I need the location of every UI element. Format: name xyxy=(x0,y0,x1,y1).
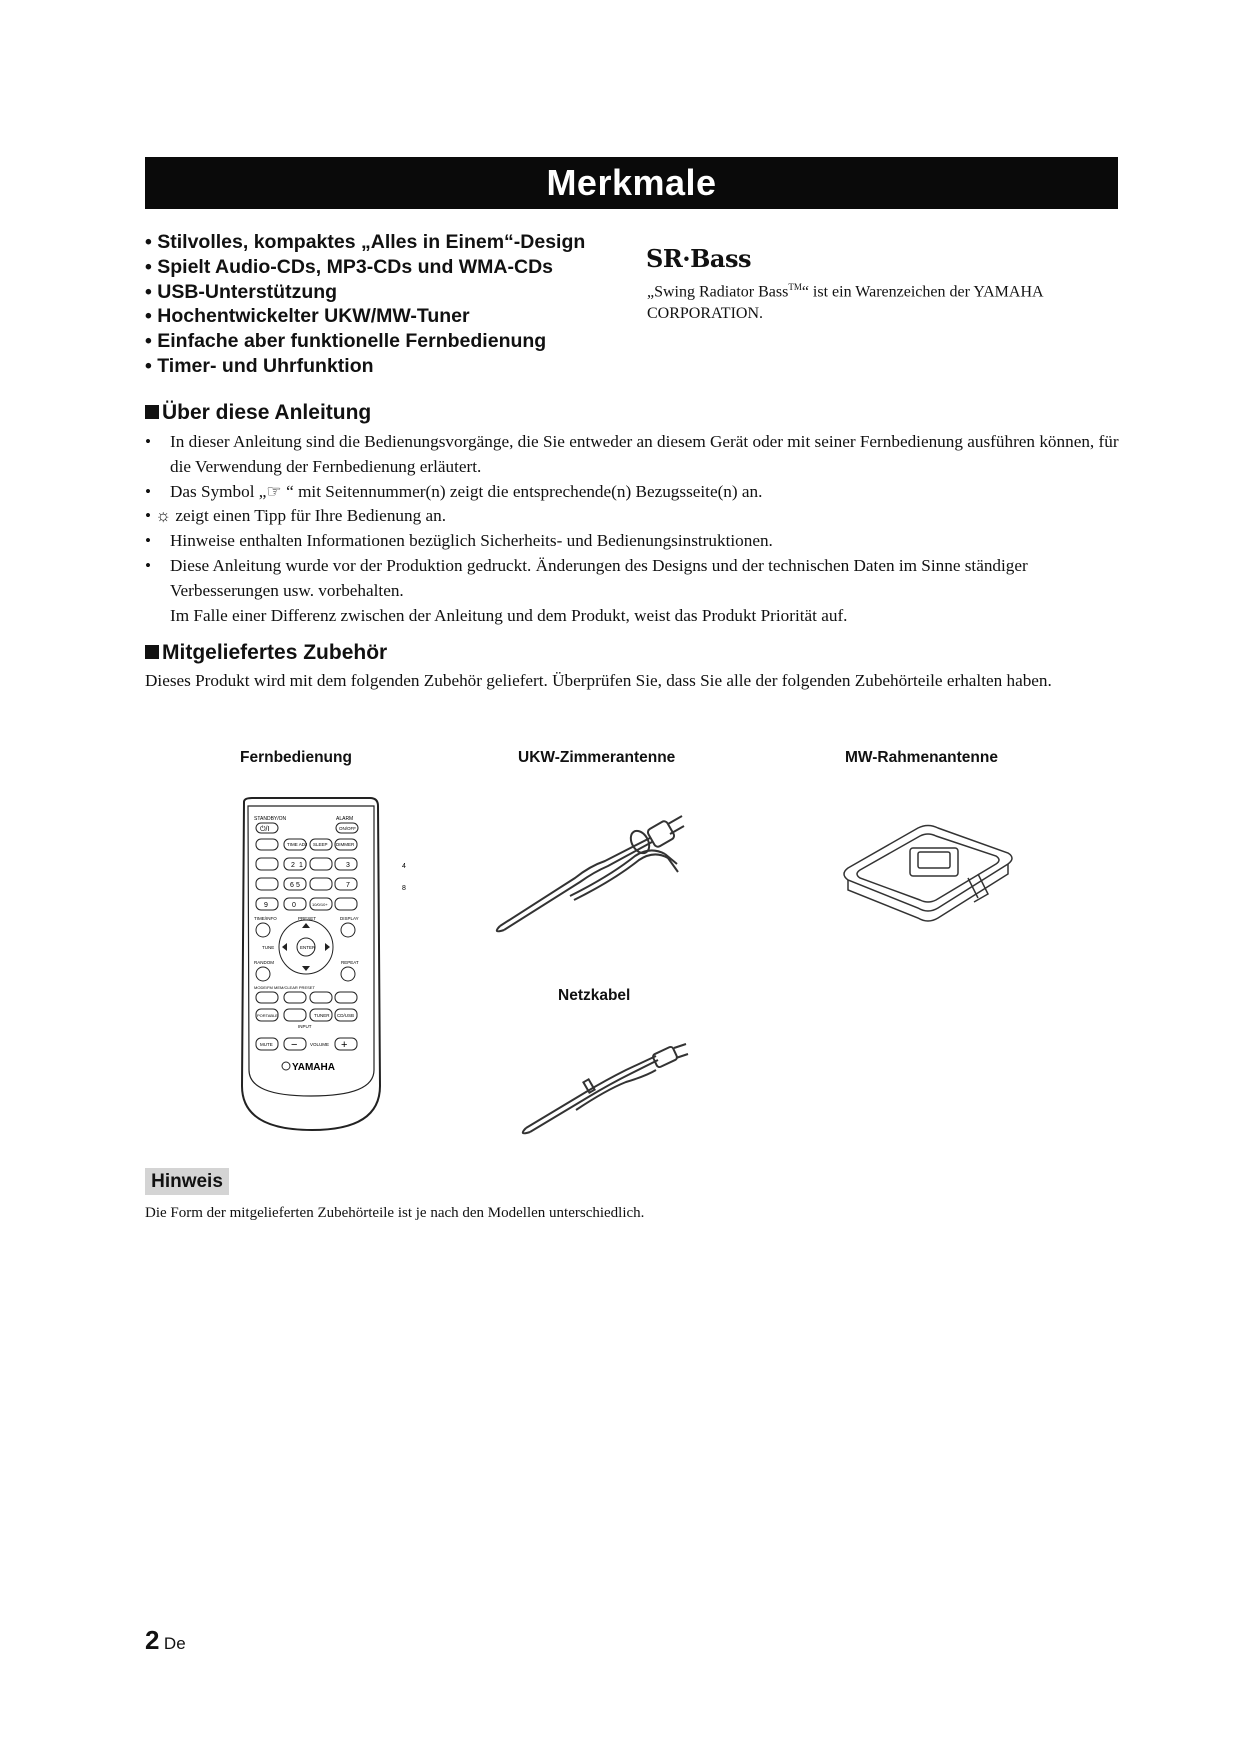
alarm-label: ALARM xyxy=(336,816,354,822)
svg-text:−: − xyxy=(291,1039,298,1051)
side-digit: 4 xyxy=(402,863,406,870)
feature-item: • Hochentwickelter UKW/MW-Tuner xyxy=(145,305,470,328)
feature-item: • Spielt Audio-CDs, MP3-CDs und WMA-CDs xyxy=(145,255,554,278)
am-loop-antenna-illustration xyxy=(838,808,1018,928)
tune-label: TUNE xyxy=(262,945,275,950)
feature-item: • Einfache aber funktionelle Fernbedienung xyxy=(145,330,547,353)
bullet-dot-icon: • xyxy=(145,555,152,575)
display-label: DISPLAY xyxy=(340,916,359,921)
section-banner-title: Merkmale xyxy=(145,157,1118,209)
about-heading xyxy=(145,401,371,425)
about-bullet xyxy=(145,480,1120,505)
feature-item: • Stilvolles, kompaktes „Alles in Einem“-Design xyxy=(145,231,586,253)
digit-2: 2 xyxy=(291,862,295,869)
feature-list xyxy=(145,230,625,379)
yamaha-brand-label: YAMAHA xyxy=(292,1062,335,1073)
timeadj-label: TIME ADJ xyxy=(287,842,308,847)
standby-label: STANDBY/ON xyxy=(254,816,287,822)
remote-control-label: Fernbedienung xyxy=(240,749,352,766)
timeinfo-label: TIME/INFO xyxy=(254,916,277,921)
about-bullet xyxy=(145,430,1120,480)
tenplus-label: 10/0/10+ xyxy=(312,902,328,907)
about-bullet-text: • ☼ zeigt einen Tipp für Ihre Bedienung an. xyxy=(145,506,447,526)
trademark-mark: TM xyxy=(788,282,802,292)
about-bullet-text: Diese Anleitung wurde vor der Produktion gedruckt. Änderungen des Designs und der technischen Daten im Sinne ständiger Verbesserungen usw. vorbehalten. xyxy=(170,555,1028,600)
about-bullet-text: Hinweise enthalten Informationen bezüglich Sicherheits- und Bedienungsinstruktionen. xyxy=(170,531,773,551)
portable-label: PORTABLE xyxy=(257,1013,278,1018)
volume-label: VOLUME xyxy=(310,1042,330,1047)
digit-7: 7 xyxy=(346,882,350,889)
accessories-heading xyxy=(145,641,387,665)
about-bullet-text: Das Symbol „☞ “ mit Seitennummer(n) zeigt die entsprechende(n) Bezugsseite(n) an. xyxy=(170,481,763,501)
bullet-dot-icon: • xyxy=(145,481,152,501)
srbass-logo: SR·Bass xyxy=(646,244,751,273)
page-language: De xyxy=(163,1634,186,1653)
about-heading-text: Über diese Anleitung xyxy=(162,401,372,424)
digit-5: 5 xyxy=(296,882,300,889)
cdusb-label: CD/USB xyxy=(337,1013,355,1018)
digit-0: 0 xyxy=(292,902,296,909)
square-bullet-icon xyxy=(145,645,159,659)
about-bullet-text: In dieser Anleitung sind die Bedienungsvorgänge, die Sie entweder an diesem Gerät oder mit seiner Fernbedienung ausführen können, für die Verwendung der Fernbedienung erläutert. xyxy=(170,432,1119,476)
about-bullet-tip xyxy=(145,504,1120,529)
am-loop-antenna-label: MW-Rahmenantenne xyxy=(845,749,998,766)
srbass-text-before: „Swing Radiator Bass xyxy=(647,283,789,301)
about-bullet xyxy=(145,554,1120,604)
bullet-dot-icon: • xyxy=(145,432,152,451)
page-footer xyxy=(145,1625,186,1656)
accessories-intro: Dieses Produkt wird mit dem folgenden Zubehör geliefert. Überprüfen Sie, dass Sie alle der folgenden Zubehörteile erhalten haben. xyxy=(145,671,1052,690)
digit-3: 3 xyxy=(346,862,350,869)
accessories-heading-text: Mitgeliefertes Zubehör xyxy=(162,641,388,664)
remote-control-illustration xyxy=(232,796,422,1136)
about-bullet xyxy=(145,529,1120,554)
mute-label: MUTE xyxy=(260,1042,273,1047)
note-text: Die Form der mitgelieferten Zubehörteile ist je nach den Modellen unterschiedlich. xyxy=(145,1205,645,1221)
svg-text:+: + xyxy=(341,1039,348,1051)
repeat-label: REPEAT xyxy=(341,960,359,965)
power-cable-illustration xyxy=(516,1030,696,1140)
fm-antenna-illustration xyxy=(490,806,710,941)
mode-row-label: MODE/FM MEM/CLEAR PRESET xyxy=(254,985,315,990)
digit-1: 1 xyxy=(299,862,303,869)
power-symbol: ⏻/I xyxy=(260,826,270,833)
power-cable-label: Netzkabel xyxy=(558,987,631,1004)
square-bullet-icon xyxy=(145,405,159,419)
input-label: INPUT xyxy=(298,1024,312,1029)
sleep-label: SLEEP xyxy=(313,842,328,847)
feature-item: • USB-Unterstützung xyxy=(145,280,338,303)
bullet-dot-icon: • xyxy=(145,531,152,551)
dimmer-label: DIMMER xyxy=(336,842,355,847)
about-bullet-text: Im Falle einer Differenz zwischen der Anleitung und dem Produkt, weist das Produkt Priorität auf. xyxy=(170,605,848,625)
about-bullet-list xyxy=(145,430,1120,628)
onoff-label: ON/OFF xyxy=(339,826,356,831)
preset-label: PRESET xyxy=(298,916,317,921)
page-number: 2 xyxy=(145,1625,160,1655)
enter-label: ENTER xyxy=(300,945,316,950)
feature-item: • Timer- und Uhrfunktion xyxy=(145,354,374,377)
digit-9: 9 xyxy=(264,902,268,909)
note-badge: Hinweis xyxy=(145,1168,229,1195)
side-digit: 8 xyxy=(402,885,406,892)
about-bullet-continuation xyxy=(145,604,1120,629)
digit-6: 6 xyxy=(290,882,294,889)
random-label: RANDOM xyxy=(254,960,274,965)
tuner-label: TUNER xyxy=(314,1013,330,1018)
srbass-text-after: “ ist ein Warenzeichen der YAMAHA CORPORATION. xyxy=(647,283,1043,323)
fm-antenna-label: UKW-Zimmerantenne xyxy=(518,749,676,766)
srbass-trademark-note xyxy=(647,276,1117,325)
